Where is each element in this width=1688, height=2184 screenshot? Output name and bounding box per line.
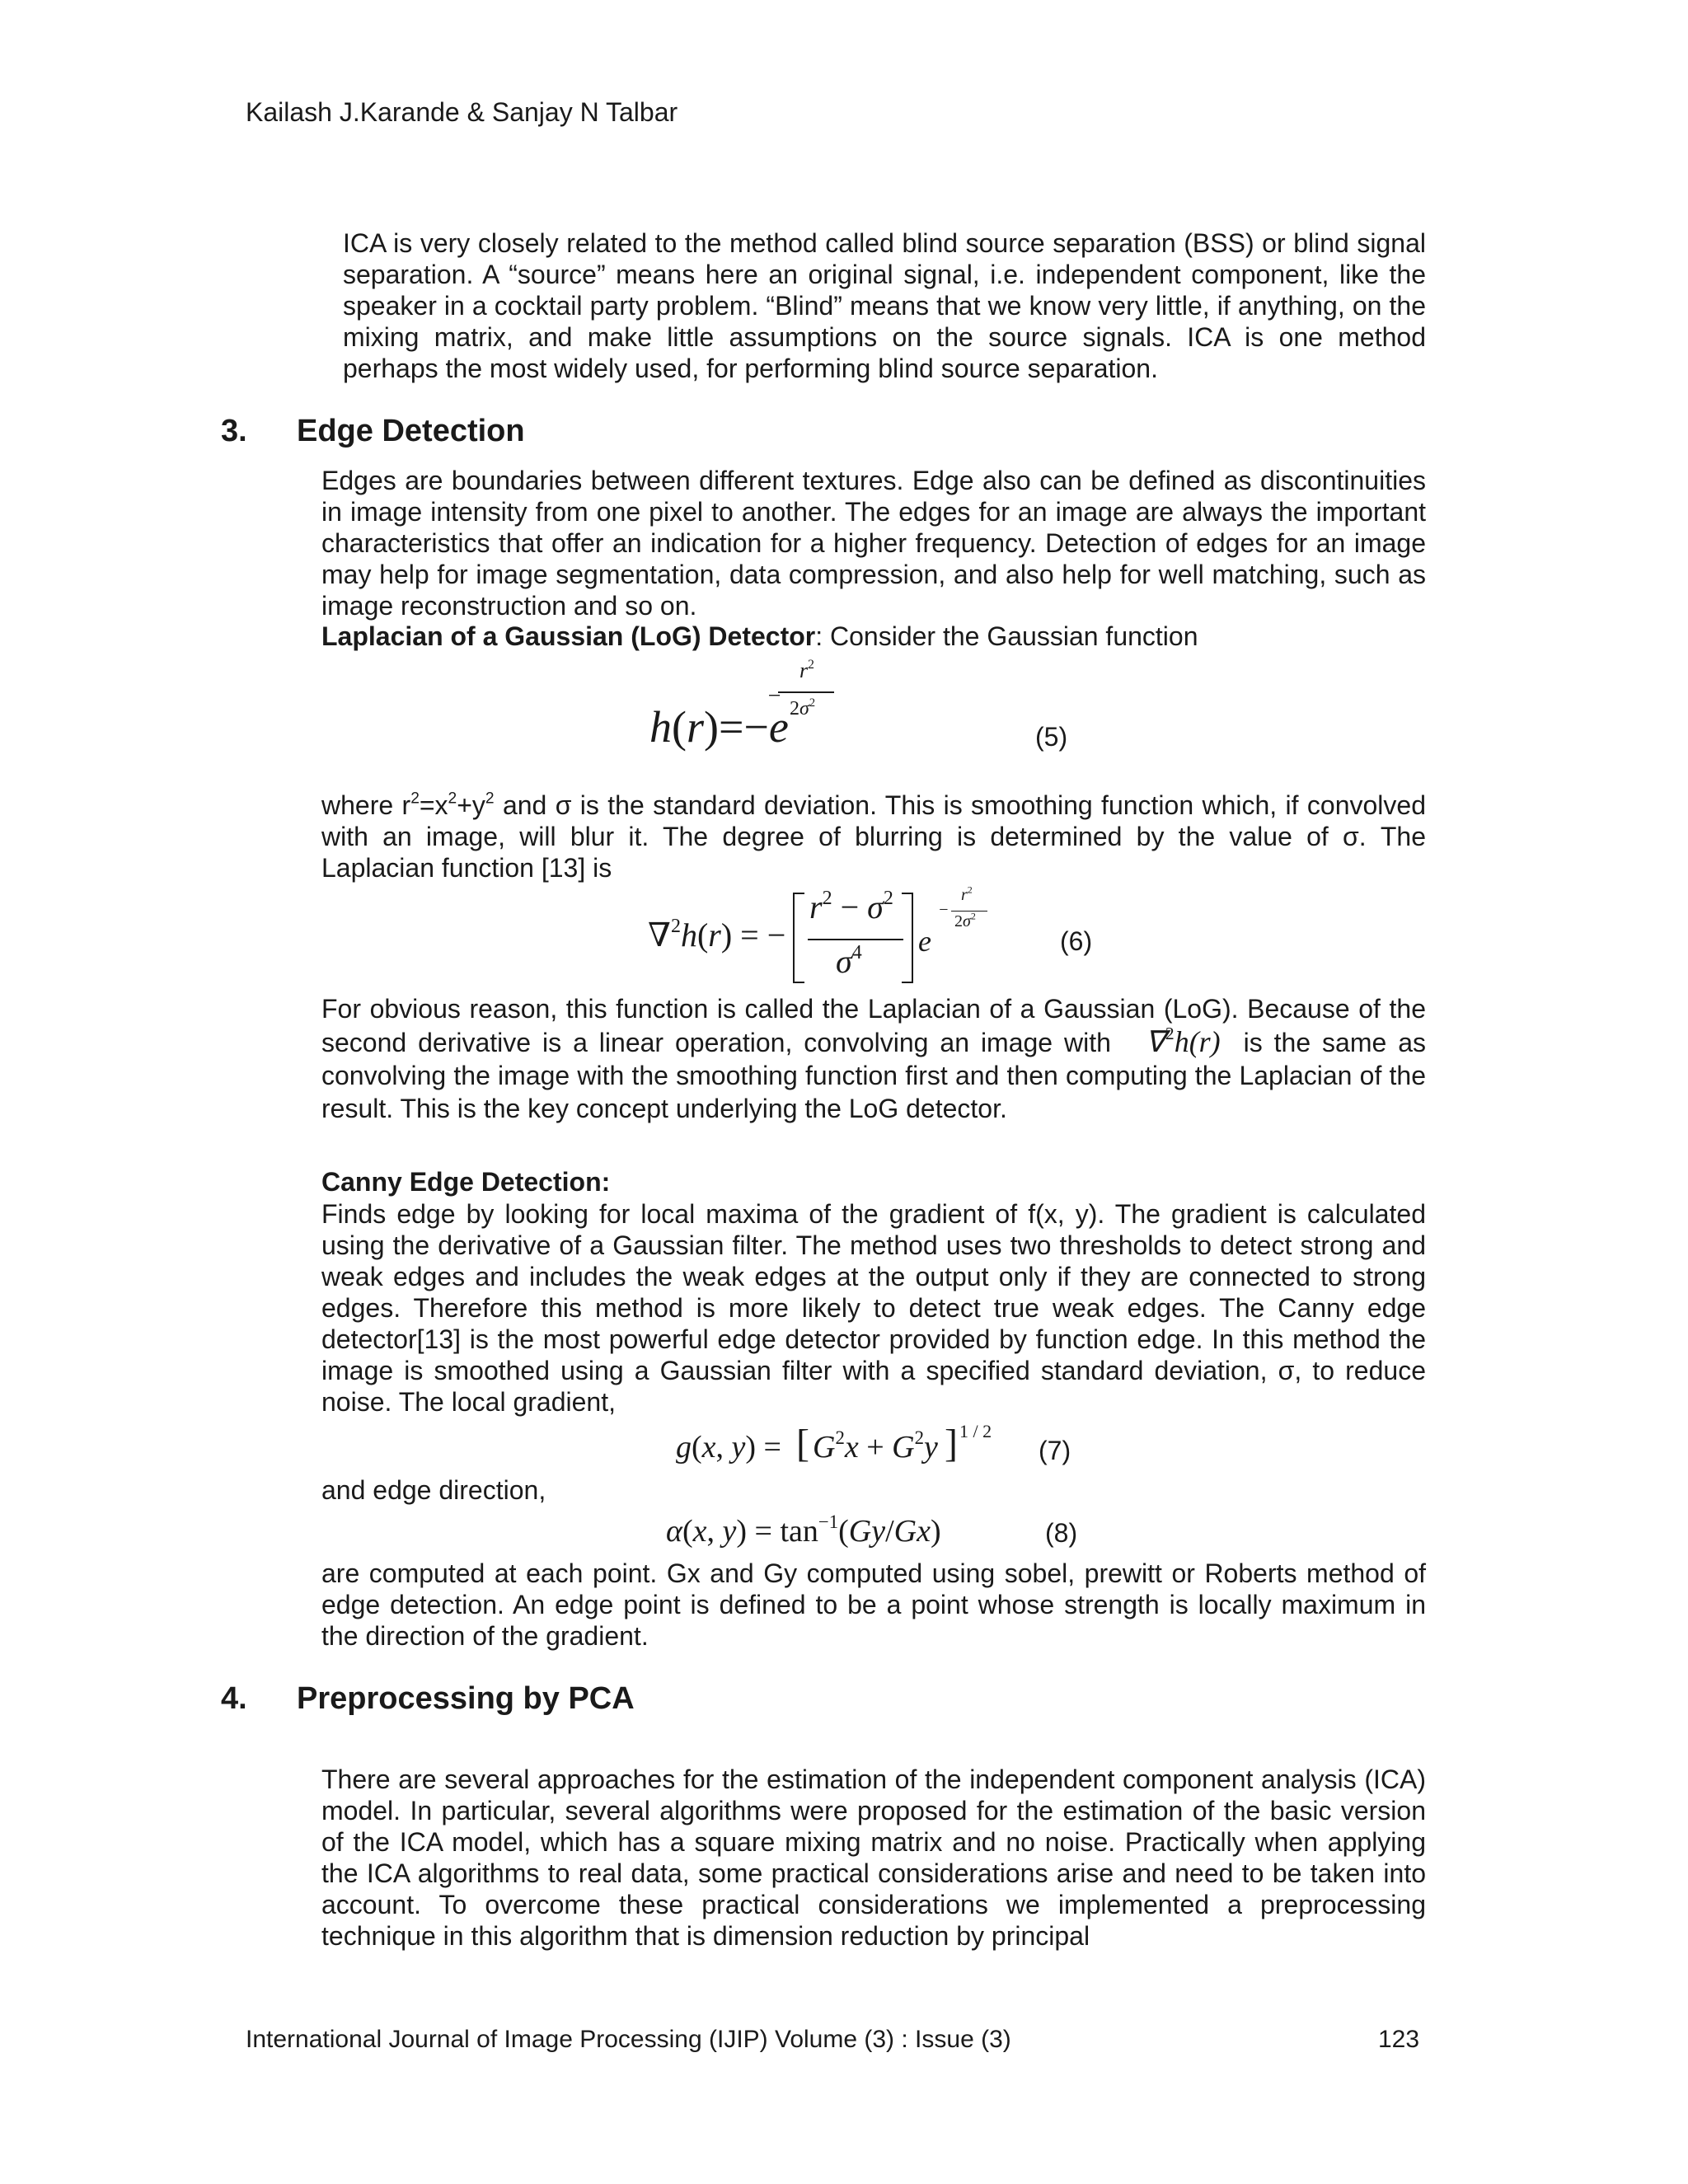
where-paragraph: where $r^2=x^2+y^2$ and σ is the standard deviation. This is smoothing function which, if convolved with an image, will blur it. The degree of blurring is determined by the value of σ. The Laplacian function [13] is (321, 790, 1427, 883)
equation-7: g(x, y) = [ $G^2x + G^2y$ ] 1 / 2 (676, 1421, 992, 1465)
gradient-paragraph: are computed at each point. Gx and Gy computed using sobel, prewitt or Roberts method of edge detection. An edge point is defined to be a point whose strength is locally maximum in the direction of the gradient. (321, 1558, 1426, 1651)
edge-direction-text: and edge direction, (321, 1475, 546, 1505)
section-4-paragraph: There are several approaches for the estimation of the independent component analysis (ICA) model. In particular, several algorithms were proposed for the estimation of the basic version of the ICA model, which has a square mixing matrix and no noise. Practically when applying the ICA algorithms to real data, some practical considerations arise and need to be taken into account. To overcome these practical considerations we implemented a preprocessing technique in this algorithm that is dimension reduction by principal (321, 1765, 1426, 1951)
log-intro: : Consider the Gaussian function (815, 621, 1198, 651)
section-title: Edge Detection (297, 414, 525, 448)
equation-6-label: (6) (1060, 926, 1093, 956)
log-heading: Laplacian of a Gaussian (LoG) Detector (321, 621, 816, 651)
journal-footer: International Journal of Image Processing (IJIP) Volume (3) : Issue (3) (246, 2026, 1011, 2053)
equation-8-label: (8) (1045, 1518, 1078, 1548)
page-number: 123 (1378, 2026, 1420, 2053)
equation-7-label: (7) (1039, 1436, 1071, 1465)
intro-paragraph: ICA is very closely related to the method called blind source separation (BSS) or blind signal separation. A “source” means here an original signal, i.e. independent component, like the speaker in a cocktail party problem. “Blind” means that we know very little, if anything, on the mixing matrix, and make little assumptions on the source signals. ICA is one method perhaps the most widely used, for performing blind source separation. (343, 228, 1426, 383)
equation-5-label: (5) (1035, 722, 1068, 752)
running-header: Kailash J.Karande & Sanjay N Talbar (246, 97, 678, 127)
canny-paragraph: Finds edge by looking for local maxima of the gradient of f(x, y). The gradient is calculated using the derivative of a Gaussian filter. The method uses two thresholds to detect strong and weak edges and includes the weak edges at the output only if they are connected to strong edges. Therefore this method is more likely to detect true weak edges. The Canny edge detector[13] is the most powerful edge detector provided by function edge. In this method the image is smoothed using a Gaussian filter with a specified standard deviation, σ, to reduce noise. The local gradient, (321, 1199, 1426, 1417)
section-number: 4. (221, 1681, 247, 1716)
section-title: Preprocessing by PCA (297, 1681, 635, 1716)
equation-8: α(x, $y) = \tan^{-1}(Gy/Gx)$ (666, 1511, 941, 1549)
equation-5: $r^2$ − $2\sigma^2$ h(r)=−e (643, 655, 857, 754)
equation-6: ∇$^2$h(r) = − $r^2 - \sigma^2$ $\sigma^4$ e $r^2$ − $2\sigma^2$ (643, 886, 1006, 993)
section-number: 3. (221, 414, 247, 448)
log-heading-line (321, 621, 1198, 652)
section-3-paragraph: Edges are boundaries between different textures. Edge also can be defined as discontinuities in image intensity from one pixel to another. The edges for an image are always the important characteristics that offer an indication for a higher frequency. Detection of edges for an image may help for image segmentation, data compression, and also help for well matching, such as image reconstruction and so on. (321, 466, 1426, 621)
canny-heading: Canny Edge Detection: (321, 1167, 611, 1197)
log-explanation-paragraph: For obvious reason, this function is called the Laplacian of a Gaussian (LoG). Because of the second derivative is a linear operation, convolving an image with ∇$^2$h(r) is the same as convolving the image with the smoothing function first and then computing the Laplacian of the result. This is the key concept underlying the LoG detector. (321, 994, 1427, 1123)
